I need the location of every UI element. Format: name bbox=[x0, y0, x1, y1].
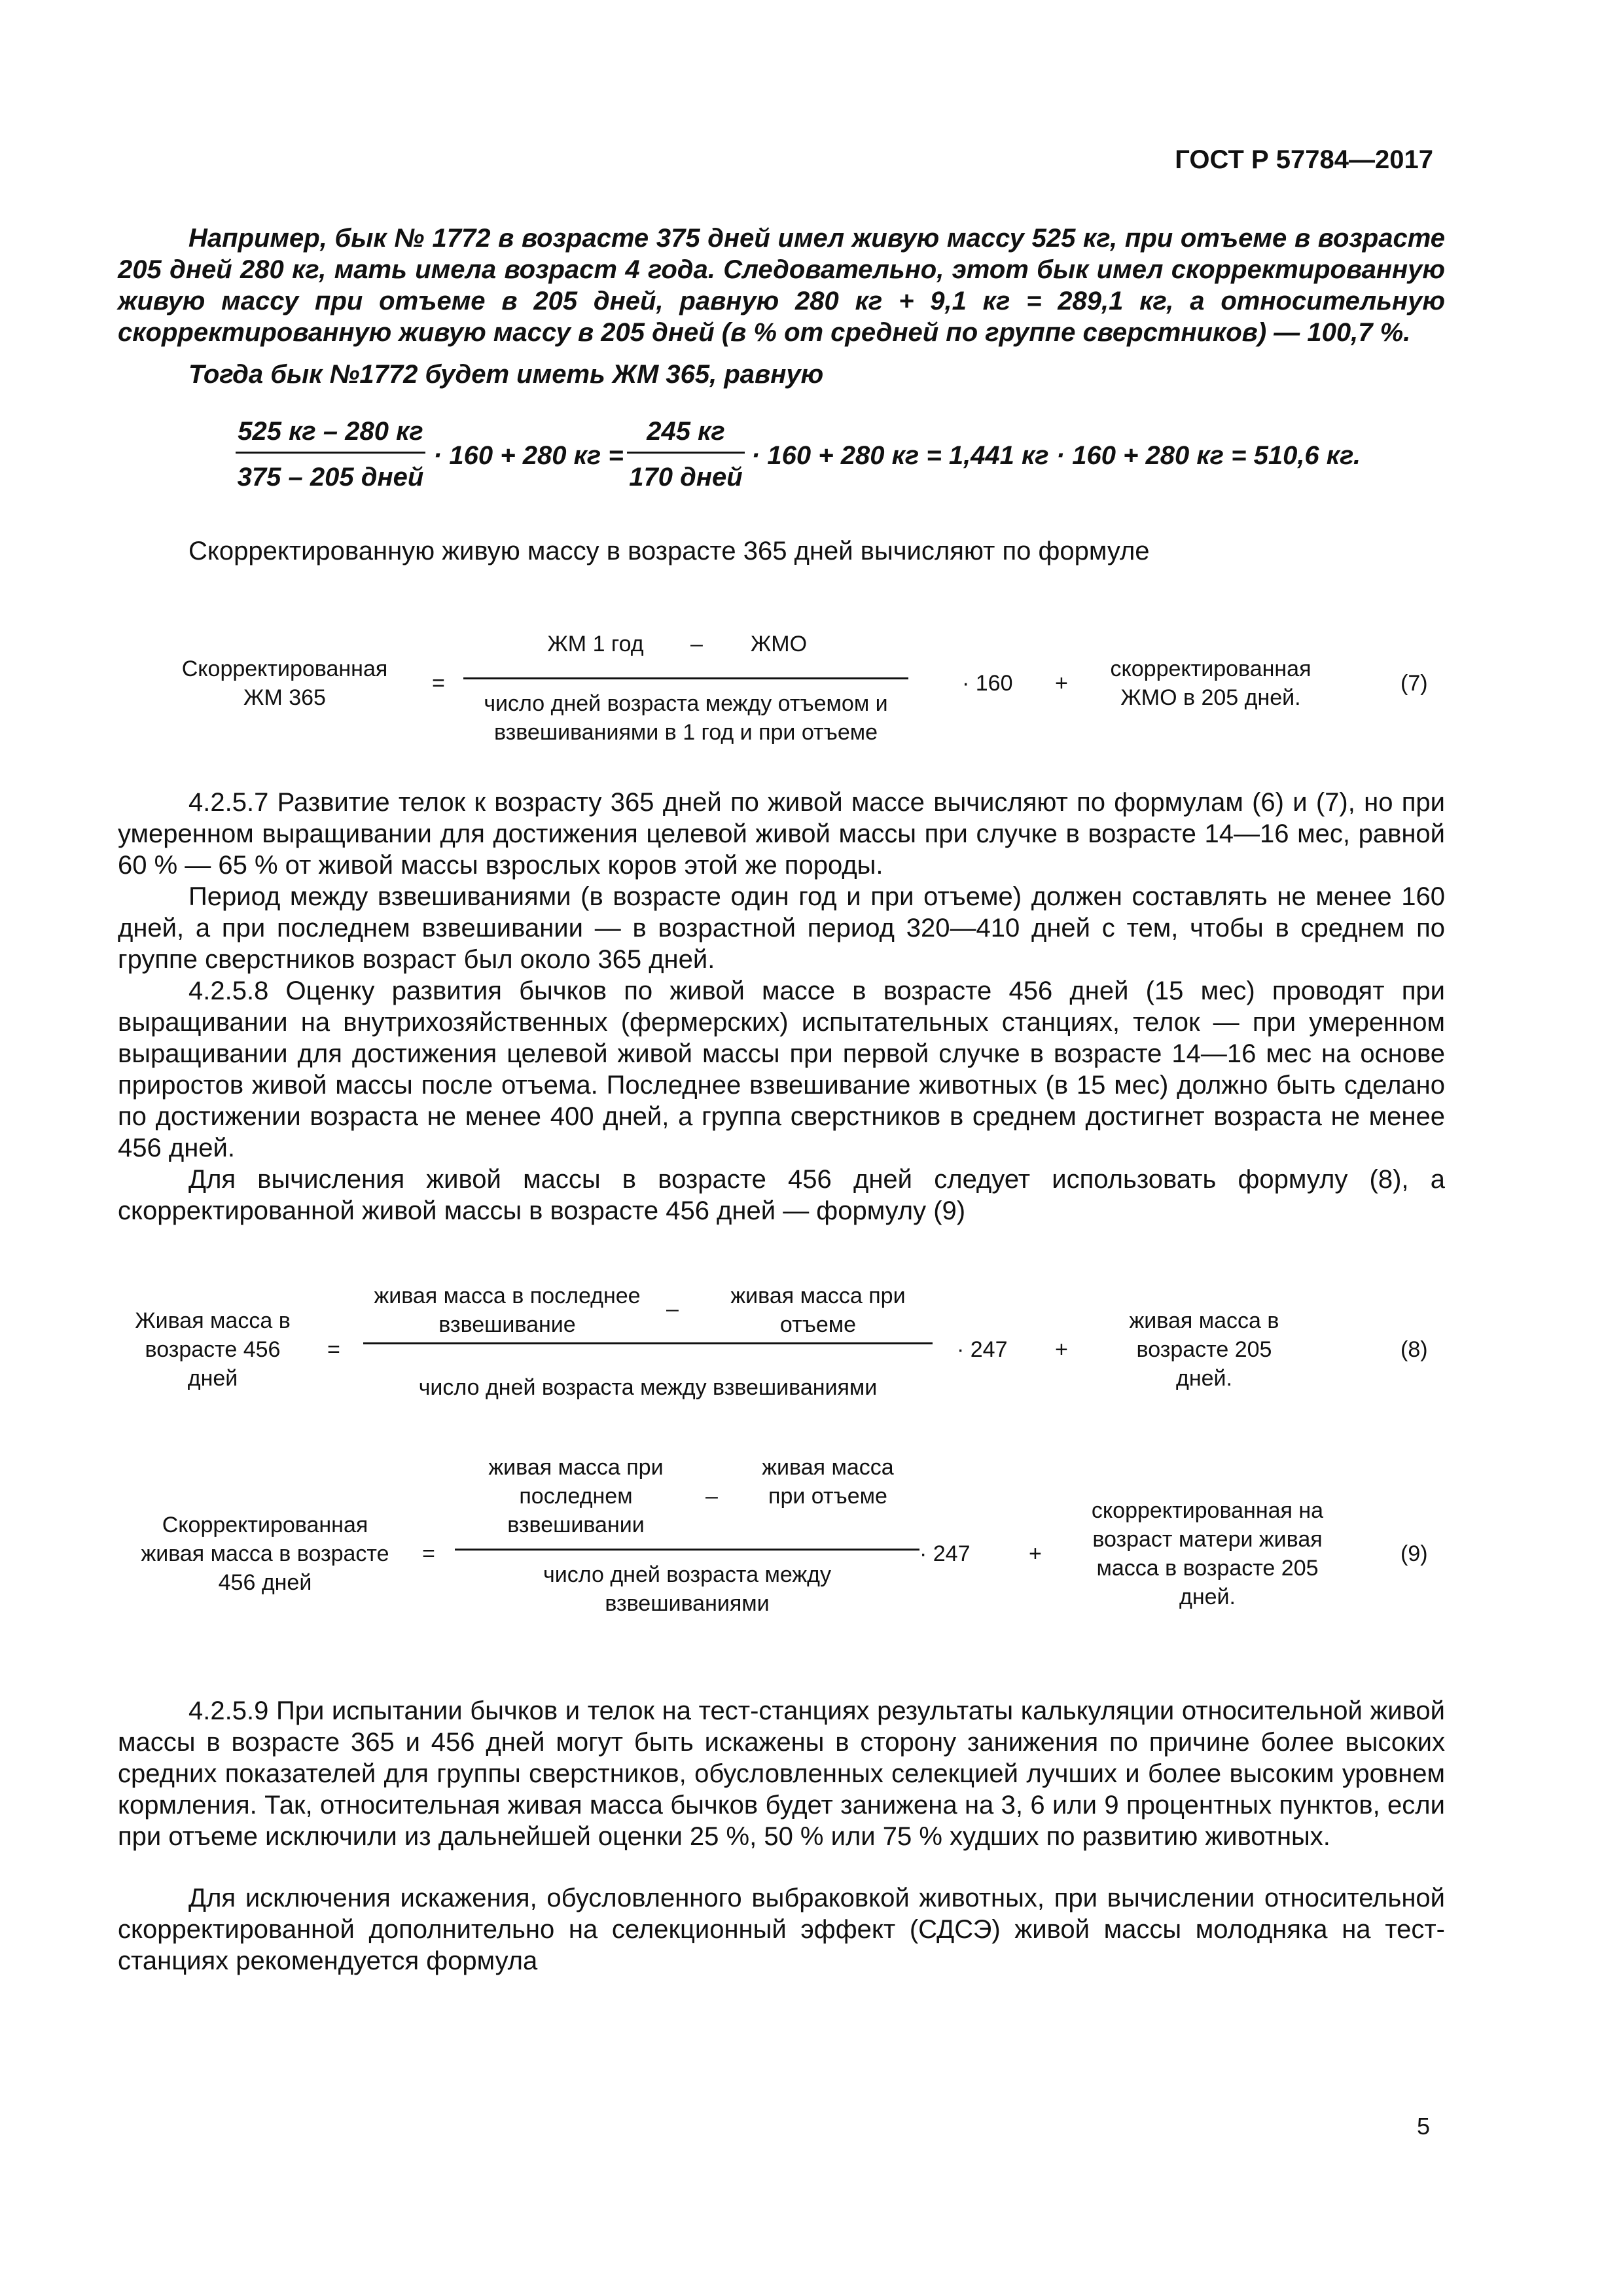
example-then-line: Тогда бык №1772 будет иметь ЖМ 365, равную bbox=[188, 360, 824, 389]
formula7-fraction-bar bbox=[463, 677, 908, 679]
formula7-plus: + bbox=[1055, 671, 1068, 696]
formula9-lhs: Скорректированная живая масса в возрасте 456 дней bbox=[141, 1513, 389, 1595]
formula7-numerator-b: ЖМО bbox=[750, 632, 808, 656]
formula9-rhs: скорректированная на возраст матери живая масса в возрасте 205 дней. bbox=[1091, 1498, 1324, 1609]
calc-denominator-2: 170 дней bbox=[629, 463, 743, 492]
formula7-equals: = bbox=[432, 671, 445, 696]
formula9-multiplier: · 247 bbox=[919, 1541, 971, 1566]
calc-fraction-bar-2 bbox=[627, 452, 745, 454]
calc-middle: · 160 + 280 кг = bbox=[433, 441, 624, 470]
calc-tail: · 160 + 280 кг = 1,441 кг · 160 + 280 кг = 510,6 кг. bbox=[751, 441, 1361, 470]
formula9-numerator-a: живая масса при последнем взвешивании bbox=[488, 1455, 664, 1537]
formula8-fraction-bar bbox=[363, 1342, 933, 1344]
formula9-plus: + bbox=[1029, 1541, 1042, 1566]
calc-numerator-1: 525 кг – 280 кг bbox=[238, 417, 423, 446]
paragraph-4258b: Для вычисления живой массы в возрасте 456 дней следует использовать формулу (8), а скорректированной живой массы в возрасте 456 дней — формулу (9) bbox=[118, 1165, 1445, 1225]
paragraph-4259: 4.2.5.9 При испытании бычков и телок на тест-станциях результаты калькуляции относительной живой массы в возрасте 365 и 456 дней могут быть искажены в сторону занижения по причине более высоких средних показателей для группы сверстников, обусловленных селекцией лучших и более высоким уровнем кормления. Так, относительная живая масса бычков будет занижена на 3, 6 или 9 процентных пунктов, если при отъеме исключили из дальнейшей оценки 25 %, 50 % или 75 % худших по развитию животных. bbox=[118, 1696, 1445, 1851]
formula8-number: (8) bbox=[1400, 1337, 1428, 1362]
example-paragraph: Например, бык № 1772 в возрасте 375 дней имел живую массу 525 кг, при отъеме в возрасте 205 дней 280 кг, мать имела возраст 4 года. Следовательно, этот бык имел скорректированную живую массу при отъеме в 205 дней, равную 280 кг + 9,1 кг = 289,1 кг, а относительную скорректированную живую массу в 205 дней (в % от средней по группе сверстников) — 100,7 %. bbox=[118, 224, 1445, 347]
formula9-fraction-bar bbox=[455, 1549, 919, 1551]
formula8-multiplier: · 247 bbox=[957, 1337, 1008, 1362]
paragraph-4257b: Период между взвешиваниями (в возрасте один год и при отъеме) должен составлять не менее 160 дней, а при последнем взвешивании — в возрастной период 320—410 дней с тем, чтобы в среднем по группе сверстников возраст был около 365 дней. bbox=[118, 882, 1445, 974]
formula7-number: (7) bbox=[1400, 671, 1428, 696]
paragraph-last: Для исключения искажения, обусловленного выбраковкой животных, при вычислении относительной скорректированной дополнительно на селекционный эффект (СДСЭ) живой массы молодняка на тест-станциях рекомендуется формула bbox=[118, 1884, 1445, 1975]
formula8-equals: = bbox=[327, 1337, 340, 1362]
paragraph-4258a: 4.2.5.8 Оценку развития бычков по живой массе в возрасте 456 дней (15 мес) проводят при выращивании на внутрихозяйственных (фермерских) испытательных станциях, телок — при умеренном выращивании для достижения целевой живой массы при первой случке в возрасте 14—16 мес на основе приростов живой массы после отъема. Последнее взвешивание животных (в 15 мес) должно быть сделано по достижении возраста не менее 400 дней, а группа сверстников в среднем достигнет возраста не менее 456 дней. bbox=[118, 977, 1445, 1162]
formula7-multiplier: · 160 bbox=[962, 671, 1013, 696]
formula9-number: (9) bbox=[1400, 1541, 1428, 1566]
formula7-intro: Скорректированную живую массу в возрасте 365 дней вычисляют по формуле bbox=[188, 537, 1150, 565]
formula8-plus: + bbox=[1055, 1337, 1068, 1362]
formula7-minus: – bbox=[690, 632, 703, 656]
formula8-denominator: число дней возраста между взвешиваниями bbox=[418, 1375, 878, 1400]
calc-fraction-bar-1 bbox=[236, 452, 425, 454]
formula7-lhs: Скорректированная ЖМ 365 bbox=[181, 656, 388, 710]
calc-denominator-1: 375 – 205 дней bbox=[237, 463, 424, 492]
formula9-minus: – bbox=[705, 1484, 718, 1509]
formula8-numerator-a: живая масса в последнее взвешивание bbox=[374, 1283, 641, 1337]
formula8-minus: – bbox=[666, 1297, 679, 1321]
page-number: 5 bbox=[1417, 2113, 1431, 2140]
formula7-denominator: число дней возраста между отъемом и взвешиваниями в 1 год и при отъеме bbox=[484, 691, 888, 745]
formula7-numerator-a: ЖМ 1 год bbox=[547, 632, 644, 656]
formula8-rhs: живая масса в возрасте 205 дней. bbox=[1129, 1308, 1279, 1391]
calc-numerator-2: 245 кг bbox=[647, 417, 725, 446]
paragraph-4257a: 4.2.5.7 Развитие телок к возрасту 365 дней по живой массе вычисляют по формулам (6) и (7), но при умеренном выращивании для достижения целевой живой массы при случке в возрасте 14—16 мес, равной 60 % — 65 % от живой массы взрослых коров этой же породы. bbox=[118, 788, 1445, 880]
document-code: ГОСТ Р 57784—2017 bbox=[1175, 145, 1433, 174]
formula7-rhs: скорректированная ЖМО в 205 дней. bbox=[1110, 656, 1311, 710]
formula8-numerator-b: живая масса при отъеме bbox=[730, 1283, 906, 1337]
formula8-lhs: Живая масса в возрасте 456 дней bbox=[135, 1308, 291, 1391]
formula9-denominator: число дней возраста между взвешиваниями bbox=[543, 1562, 831, 1616]
formula9-equals: = bbox=[422, 1541, 435, 1566]
formula9-numerator-b: живая масса при отъеме bbox=[762, 1455, 894, 1509]
